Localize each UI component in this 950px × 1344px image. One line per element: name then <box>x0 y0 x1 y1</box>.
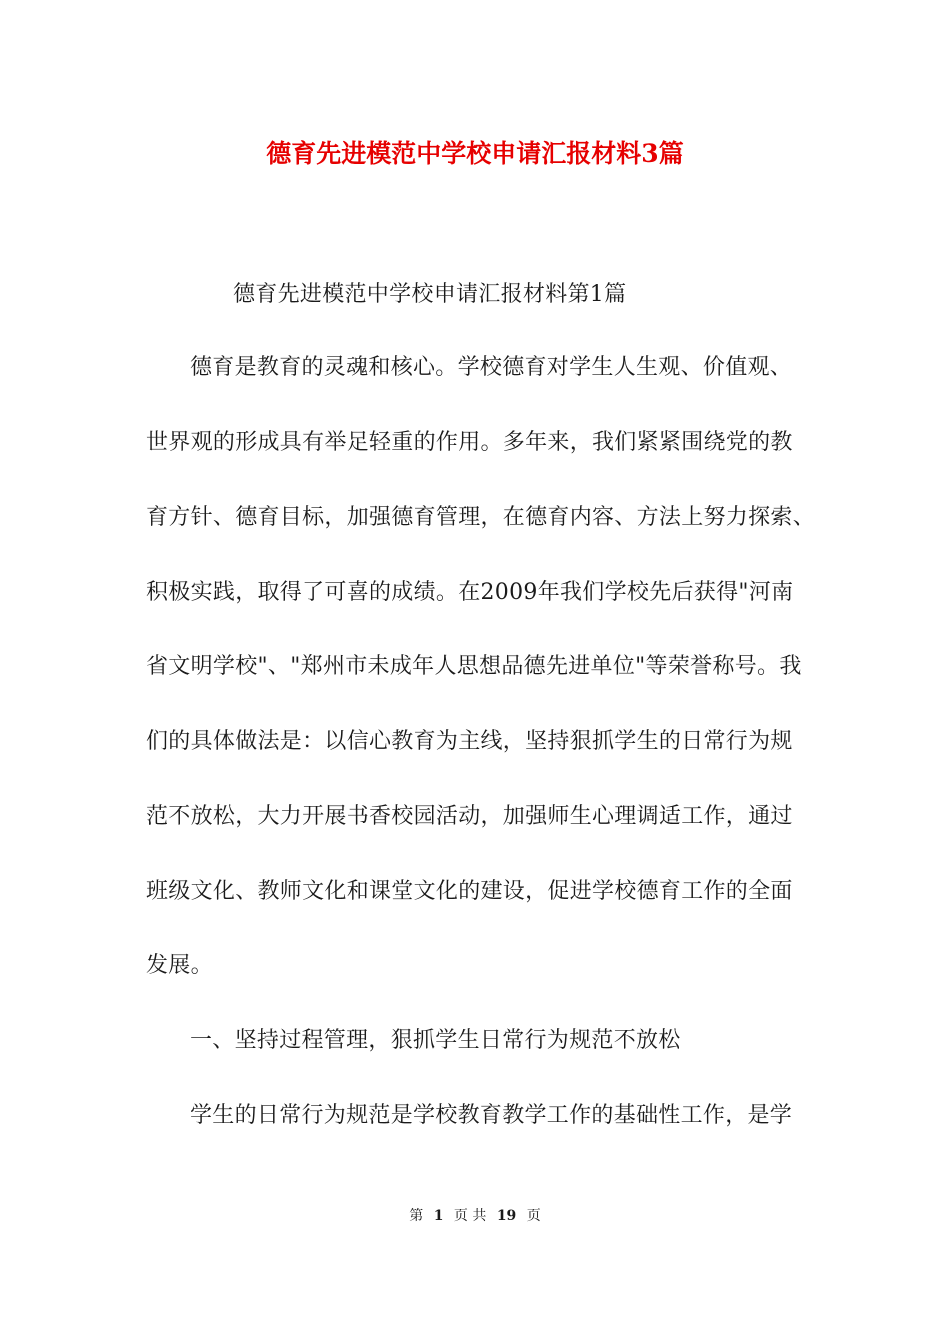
section-heading: 德育先进模范中学校申请汇报材料第1篇 <box>233 282 627 307</box>
page-footer <box>0 1206 950 1226</box>
footer-total-pages: 19 <box>496 1208 517 1224</box>
paragraph-line: 范不放松，大力开展书香校园活动，加强师生心理调适工作，通过 <box>146 804 793 829</box>
document-title: 德育先进模范中学校申请汇报材料3篇 <box>266 139 684 168</box>
paragraph-line: 德育是教育的灵魂和核心。学校德育对学生人生观、价值观、 <box>190 355 793 380</box>
paragraph-line: 班级文化、教师文化和课堂文化的建设，促进学校德育工作的全面 <box>146 879 793 904</box>
paragraph-line: 发展。 <box>146 953 213 978</box>
footer-middle: 页 共 <box>453 1208 487 1224</box>
paragraph-line: 们的具体做法是：以信心教育为主线，坚持狠抓学生的日常行为规 <box>146 729 793 754</box>
footer-suffix: 页 <box>526 1208 541 1224</box>
paragraph-line: 省文明学校"、"郑州市未成年人思想品德先进单位"等荣誉称号。我 <box>146 654 802 679</box>
paragraph-line: 育方针、德育目标，加强德育管理，在德育内容、方法上努力探索、 <box>146 505 816 530</box>
paragraph-line: 学生的日常行为规范是学校教育教学工作的基础性工作，是学 <box>190 1103 793 1128</box>
footer-prefix: 第 <box>409 1208 424 1224</box>
paragraph-line: 世界观的形成具有举足轻重的作用。多年来，我们紧紧围绕党的教 <box>146 430 793 455</box>
paragraph-line: 积极实践，取得了可喜的成绩。在2009年我们学校先后获得"河南 <box>146 580 794 605</box>
subheading: 一、坚持过程管理，狠抓学生日常行为规范不放松 <box>190 1028 681 1053</box>
footer-current-page: 1 <box>433 1208 444 1224</box>
